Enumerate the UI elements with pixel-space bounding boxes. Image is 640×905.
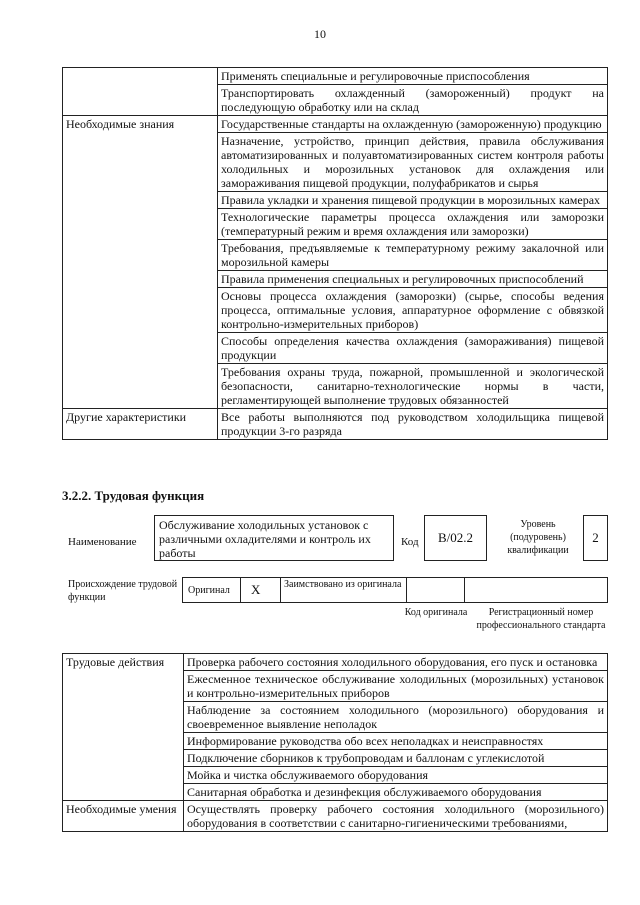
level-box — [583, 515, 608, 561]
row-label: Трудовые действия — [63, 654, 184, 801]
row-label: Необходимые знания — [63, 116, 218, 409]
row-item: Государственные стандарты на охлажденную (замороженную) продукцию — [218, 116, 608, 133]
row-item: Информирование руководства обо всех неполадках и неисправностях — [184, 733, 608, 750]
row-item: Мойка и чистка обслуживаемого оборудования — [184, 767, 608, 784]
row-item: Все работы выполняются под руководством холодильщика пищевой продукции 3-го разряда — [218, 409, 608, 440]
section-heading: 3.2.2. Трудовая функция — [62, 488, 205, 503]
row-item: Правила укладки и хранения пищевой продукции в морозильных камерах — [218, 192, 608, 209]
table-row — [63, 654, 608, 671]
function-name-box — [154, 515, 394, 561]
row-item: Требования охраны труда, пожарной, промышленной и экологической безопасности, санитарно-технологические нормы в части, регламентирующей выполнение трудовых обязанностей — [218, 364, 608, 409]
row-item: Наблюдение за состоянием холодильного (морозильного) оборудования и своевременное выявление неполадок — [184, 702, 608, 733]
row-item: Способы определения качества охлаждения (замораживания) пищевой продукции — [218, 333, 608, 364]
reg-caption: Регистрационный номер профессионального стандарта — [476, 607, 606, 631]
knowledge-table — [62, 67, 608, 440]
code-box — [424, 515, 487, 561]
row-item: Подключение сборников к трубопроводам и баллонам с углекислотой — [184, 750, 608, 767]
row-label: Необходимые умения — [63, 801, 184, 832]
code-label: Код — [401, 536, 419, 548]
row-item: Применять специальные и регулировочные приспособления — [218, 68, 608, 85]
row-item: Осуществлять проверку рабочего состояния холодильного (морозильного) оборудования в соответствии с санитарно-гигиеническими требованиями, — [184, 801, 608, 832]
name-label: Наименование — [68, 536, 137, 548]
table-row — [63, 801, 608, 832]
original-label: Оригинал — [188, 585, 230, 596]
code-caption: Код оригинала — [404, 607, 468, 618]
original-mark: X — [251, 582, 261, 597]
row-item: Ежесменное техническое обслуживание холодильных (морозильных) установок и контрольно-измерительных приборов — [184, 671, 608, 702]
level-label: Уровень (подуровень) квалификации — [507, 519, 569, 556]
row-item: Основы процесса охлаждения (заморозки) (сырье, способы ведения процесса, оптимальные условия, аппаратурное оформление с обвязкой контрольно-измерительных приборов) — [218, 288, 608, 333]
row-item: Правила применения специальных и регулировочных приспособлений — [218, 271, 608, 288]
code-value: B/02.2 — [437, 530, 474, 545]
function-name-value: Обслуживание холодильных установок с различными охладителями и контроль их работы — [159, 518, 371, 560]
page-number: 10 — [314, 27, 326, 41]
row-item: Санитарная обработка и дезинфекция обслуживаемого оборудования — [184, 784, 608, 801]
table-row — [63, 116, 608, 133]
origin-label: Происхождение трудовой функции — [68, 579, 178, 603]
row-item: Назначение, устройство, принцип действия, правила обслуживания автоматизированных и полуавтоматизированных систем контроля работы холодильных и морозильных установок для охлаждения или замораживания пищевой продукции, полуфабрикатов и сырья — [218, 133, 608, 192]
row-item: Требования, предъявляемые к температурному режиму закалочной или морозильной камеры — [218, 240, 608, 271]
row-item: Технологические параметры процесса охлаждения или заморозки (температурный режим и время охлаждения или заморозки) — [218, 209, 608, 240]
row-label: Другие характеристики — [63, 409, 218, 440]
table-row — [63, 409, 608, 440]
row-label — [63, 68, 218, 116]
level-value: 2 — [592, 530, 599, 545]
table-row — [63, 68, 608, 85]
row-item: Проверка рабочего состояния холодильного оборудования, его пуск и остановка — [184, 654, 608, 671]
borrowed-label: Заимствовано из оригинала — [284, 579, 402, 590]
row-item: Транспортировать охлажденный (замороженный) продукт на последующую обработку или на склад — [218, 85, 608, 116]
actions-table — [62, 653, 608, 832]
